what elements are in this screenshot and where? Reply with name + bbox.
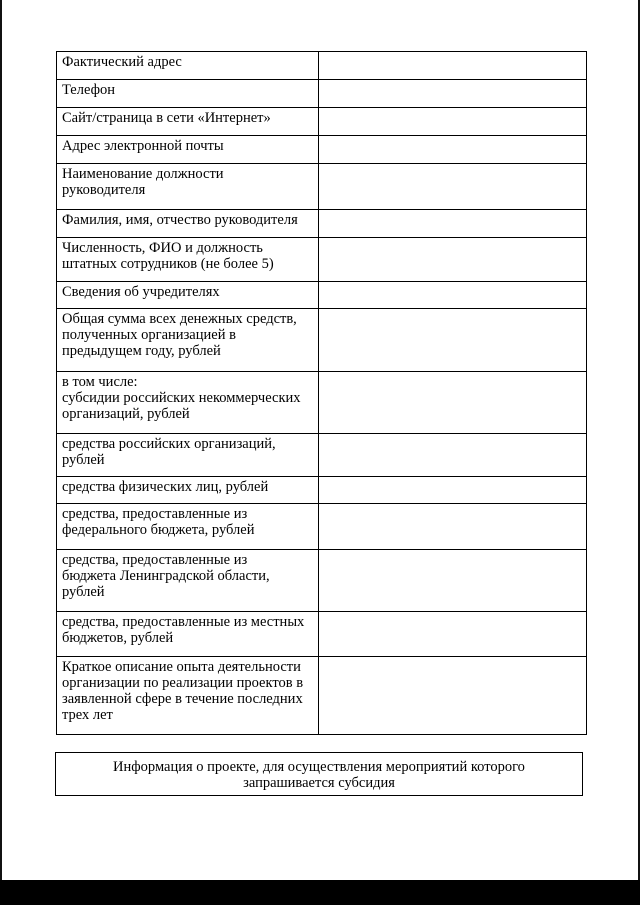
row-label-cell [57, 238, 319, 282]
row-label: Общая сумма всех денежных средств, полученных организацией в предыдущем году, рублей [62, 311, 297, 359]
row-label-cell [57, 372, 319, 434]
row-value-cell[interactable] [319, 164, 587, 210]
row-label-cell [57, 477, 319, 504]
row-label: Сайт/страница в сети «Интернет» [62, 110, 271, 126]
row-label-cell [57, 434, 319, 477]
project-info-heading-box [55, 752, 583, 796]
row-label: Краткое описание опыта деятельности организации по реализации проектов в заявленной сфере в течение последних трех лет [62, 659, 304, 723]
row-value-cell[interactable] [319, 550, 587, 612]
project-info-heading-line-1: Информация о проекте, для осуществления мероприятий которого [113, 759, 525, 775]
organization-info-table [56, 51, 587, 735]
table-row [57, 210, 587, 238]
row-label: в том числе: субсидии российских некоммерческих организаций, рублей [62, 374, 301, 422]
row-label: Сведения об учредителях [62, 284, 220, 300]
row-label-cell [57, 52, 319, 80]
row-value-cell[interactable] [319, 238, 587, 282]
table-row [57, 282, 587, 309]
row-value-cell[interactable] [319, 372, 587, 434]
table-row [57, 108, 587, 136]
row-label-cell [57, 164, 319, 210]
table-row [57, 612, 587, 657]
row-label-cell [57, 108, 319, 136]
row-value-cell[interactable] [319, 477, 587, 504]
row-label: средства российских организаций, рублей [62, 436, 276, 468]
row-label-cell [57, 550, 319, 612]
table-row [57, 238, 587, 282]
row-label: Адрес электронной почты [62, 138, 224, 154]
row-value-cell[interactable] [319, 612, 587, 657]
row-value-cell[interactable] [319, 309, 587, 372]
table-row [57, 372, 587, 434]
row-label-cell [57, 210, 319, 238]
row-label: Численность, ФИО и должность штатных сотрудников (не более 5) [62, 240, 274, 272]
table-row [57, 309, 587, 372]
table-row [57, 164, 587, 210]
row-value-cell[interactable] [319, 52, 587, 80]
page-edge-left [0, 0, 2, 880]
row-value-cell[interactable] [319, 282, 587, 309]
row-label: средства, предоставленные из федерального бюджета, рублей [62, 506, 255, 538]
row-label-cell [57, 136, 319, 164]
row-value-cell[interactable] [319, 210, 587, 238]
row-label: средства физических лиц, рублей [62, 479, 269, 495]
row-label: Фамилия, имя, отчество руководителя [62, 212, 298, 228]
row-value-cell[interactable] [319, 136, 587, 164]
row-label-cell [57, 657, 319, 735]
row-label-cell [57, 80, 319, 108]
table-row [57, 136, 587, 164]
table-row [57, 657, 587, 735]
row-label: средства, предоставленные из бюджета Ленинградской области, рублей [62, 552, 270, 600]
scan-bottom-band [0, 880, 640, 905]
row-label: Телефон [62, 82, 115, 98]
row-label: средства, предоставленные из местных бюджетов, рублей [62, 614, 305, 646]
row-value-cell[interactable] [319, 504, 587, 550]
table-row [57, 52, 587, 80]
row-label-cell [57, 282, 319, 309]
table-row [57, 550, 587, 612]
row-label-cell [57, 504, 319, 550]
row-value-cell[interactable] [319, 657, 587, 735]
table-row [57, 477, 587, 504]
row-label-cell [57, 612, 319, 657]
row-value-cell[interactable] [319, 434, 587, 477]
table-row [57, 504, 587, 550]
row-value-cell[interactable] [319, 80, 587, 108]
row-label-cell [57, 309, 319, 372]
row-label: Фактический адрес [62, 54, 182, 70]
table-row [57, 80, 587, 108]
table-row [57, 434, 587, 477]
row-value-cell[interactable] [319, 108, 587, 136]
project-info-heading-line-2: запрашивается субсидия [243, 775, 395, 791]
row-label: Наименование должности руководителя [62, 166, 224, 198]
